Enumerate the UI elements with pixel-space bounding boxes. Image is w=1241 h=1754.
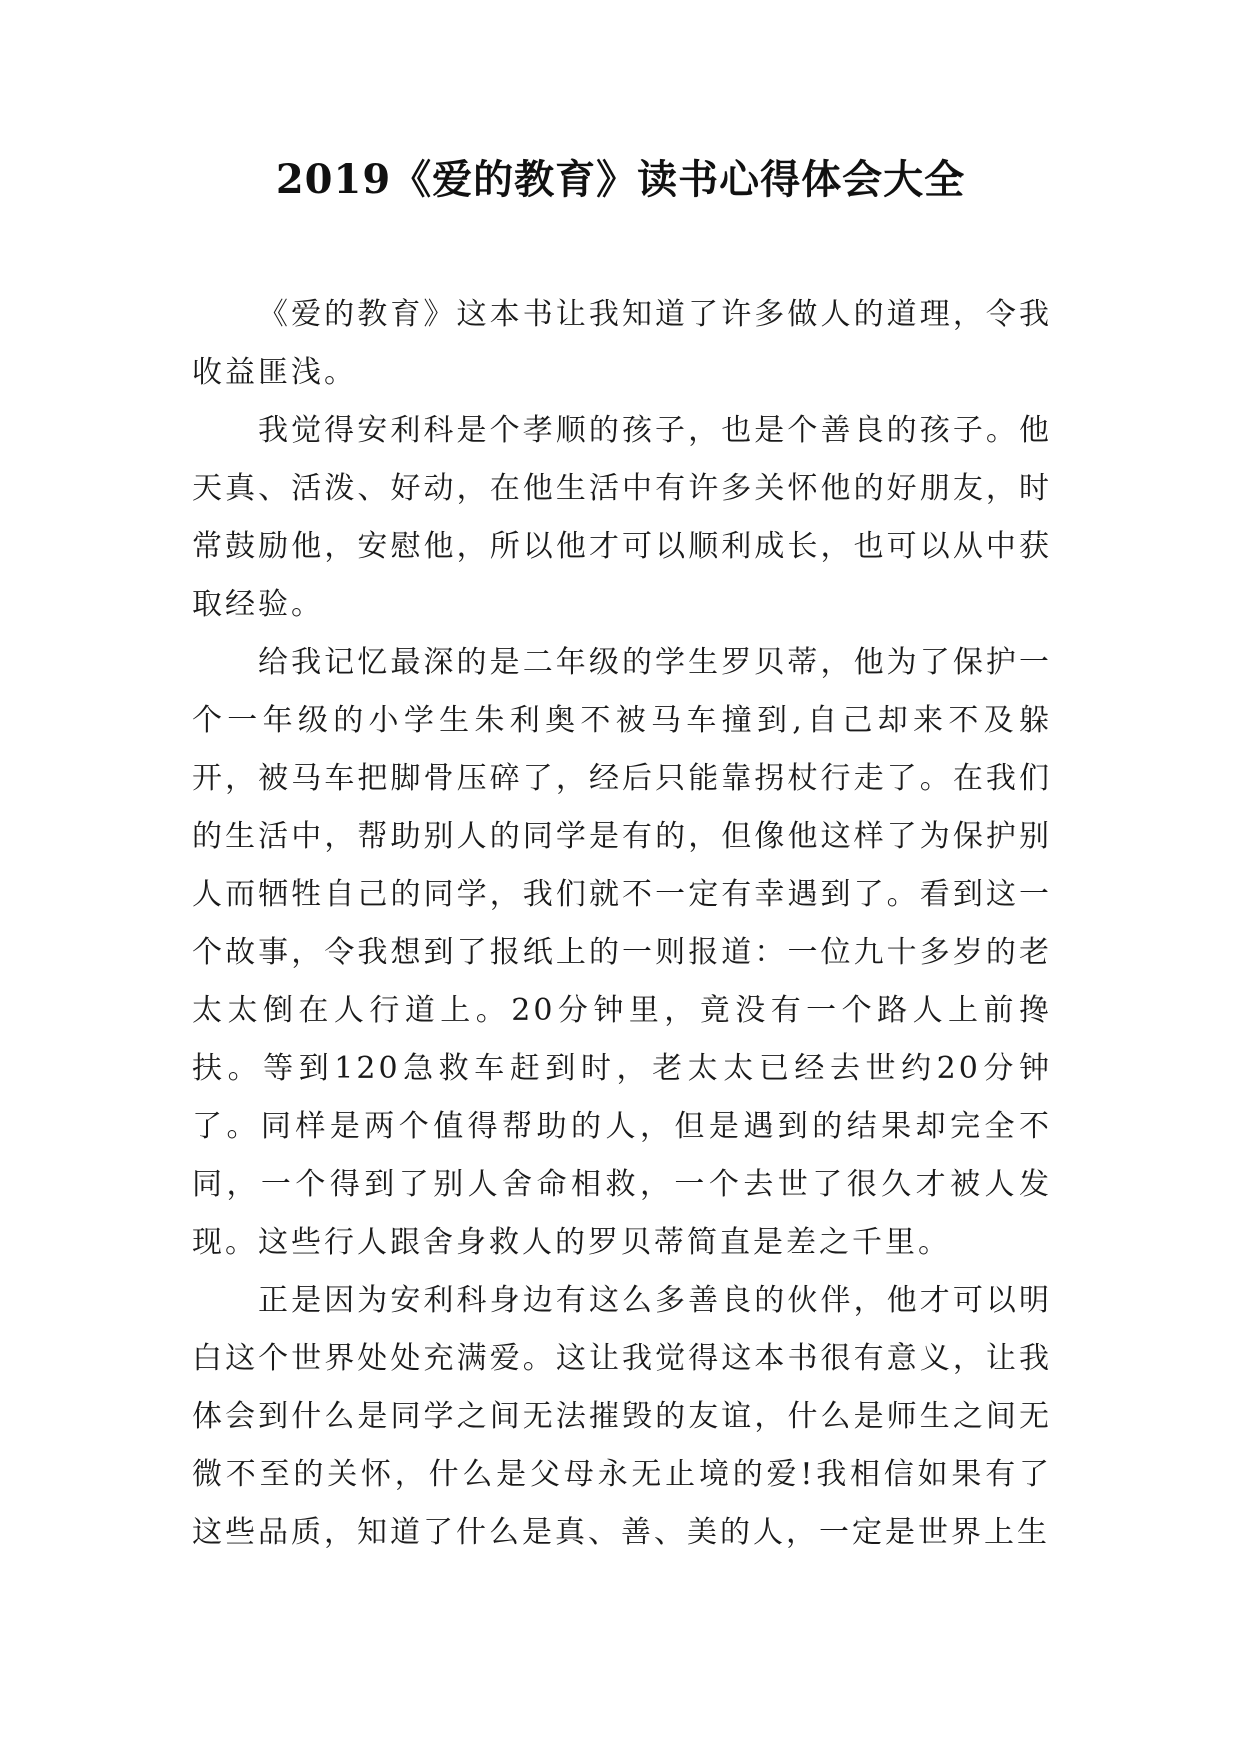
paragraph-2: 我觉得安利科是个孝顺的孩子，也是个善良的孩子。他天真、活泼、好动，在他生活中有许多关怀他的好朋友，时常鼓励他，安慰他，所以他才可以顺利成长，也可以从中获取经验。 bbox=[192, 413, 1052, 622]
paragraph-1: 《爱的教育》这本书让我知道了许多做人的道理，令我收益匪浅。 bbox=[192, 297, 1052, 390]
document-title: 2019《爱的教育》读书心得体会大全 bbox=[275, 156, 966, 203]
paragraph-4: 正是因为安利科身边有这么多善良的伙伴，他才可以明白这个世界处处充满爱。这让我觉得这本书很有意义，让我体会到什么是同学之间无法摧毁的友谊，什么是师生之间无微不至的关怀，什么是父母永无止境的爱!我相信如果有了这些品质，知道了什么是真、善、美的人，一定是世界上生 bbox=[192, 1283, 1052, 1550]
paragraph-3: 给我记忆最深的是二年级的学生罗贝蒂，他为了保护一个一年级的小学生朱利奥不被马车撞到,自己却来不及躲开，被马车把脚骨压碎了，经后只能靠拐杖行走了。在我们的生活中，帮助别人的同学是有的，但像他这样了为保护别人而牺牲自己的同学，我们就不一定有幸遇到了。看到这一个故事，令我想到了报纸上的一则报道：一位九十多岁的老太太倒在人行道上。20分钟里，竟没有一个路人上前搀扶。等到120急救车赶到时，老太太已经去世约20分钟了。同样是两个值得帮助的人，但是遇到的结果却完全不同，一个得到了别人舍命相救，一个去世了很久才被人发现。这些行人跟舍身救人的罗贝蒂简直是差之千里。 bbox=[192, 645, 1052, 1260]
document-body bbox=[192, 286, 1052, 1562]
